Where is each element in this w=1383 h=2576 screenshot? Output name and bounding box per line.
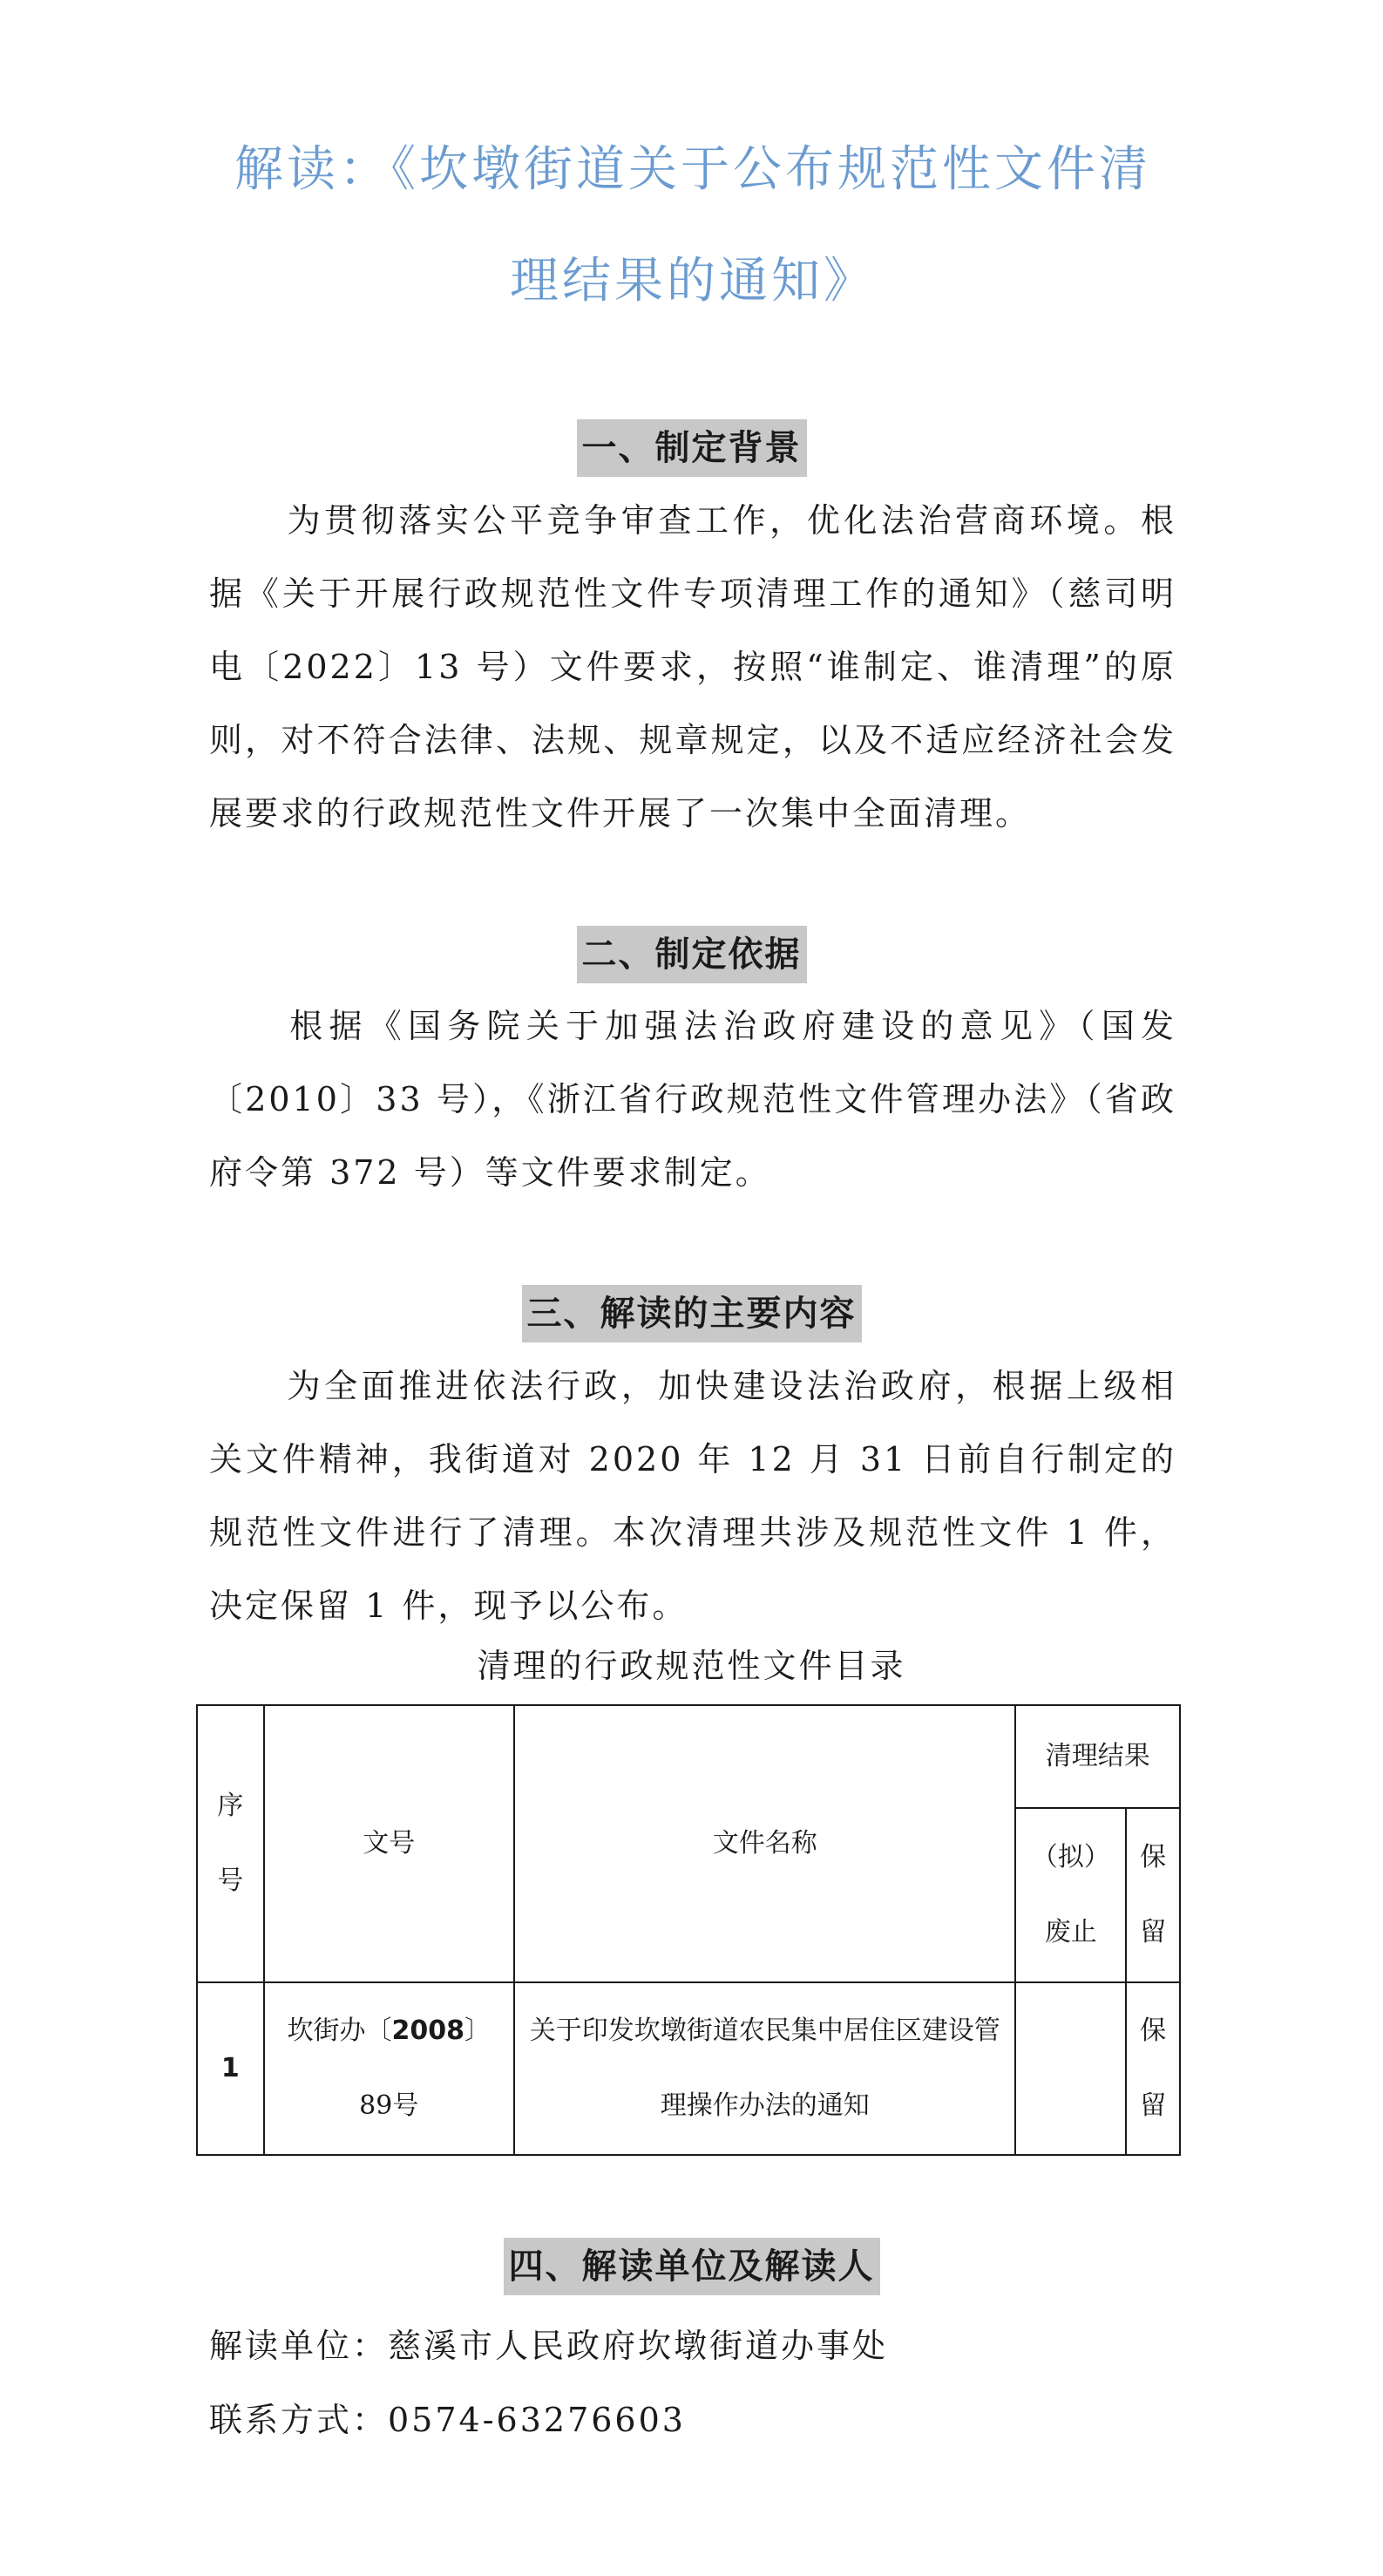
table-header-row xyxy=(197,1705,1180,1808)
row-seq: 1 xyxy=(197,1982,264,2155)
section-paragraph-content xyxy=(209,1349,1176,1642)
table-row xyxy=(197,1982,1180,2155)
document-title-line-1: 解读：《坎墩街道关于公布规范性文件清 xyxy=(234,141,1151,198)
section-heading-text: 一、制定背景 xyxy=(577,419,807,477)
paragraph-text: 为全面推进依法行政，加快建设法治政府，根据上级相关文件精神，我街道对 2020 年 12 月 31 日前自行制定的规范性文件进行了清理。本次清理共涉及规范性文件 1 件，决定保留 1 件，现予以公布。 xyxy=(209,1367,1176,1625)
header-keep: 保留 xyxy=(1126,1808,1180,1982)
paragraph-text: 根据《国务院关于加强法治政府建设的意见》（国发〔2010〕33 号），《浙江省行政规范性文件管理办法》（省政府令第 372 号）等文件要求制定。 xyxy=(209,1007,1176,1192)
section-heading-text: 三、解读的主要内容 xyxy=(522,1285,862,1342)
doc-number-year: 2008 xyxy=(391,2015,465,2046)
paragraph-text: 为贯彻落实公平竞争审查工作，优化法治营商环境。根据《关于开展行政规范性文件专项清理工作的通知》（慈司明电〔2022〕13 号）文件要求，按照“谁制定、谁清理”的原则，对不符合法律、法规、规章规定，以及不适应经济社会发展要求的行政规范性文件开展了一次集中全面清理。 xyxy=(209,501,1176,833)
header-result: 清理结果 xyxy=(1015,1705,1180,1808)
table-caption: 清理的行政规范性文件目录 xyxy=(477,1647,906,1685)
row-keep: 保留 xyxy=(1126,1982,1180,2155)
header-abolish: （拟）废止 xyxy=(1015,1808,1126,1982)
row-doc-number xyxy=(264,1982,515,2155)
section-heading-basis xyxy=(0,927,1383,976)
header-doc-name: 文件名称 xyxy=(514,1705,1015,1982)
header-doc-number: 文号 xyxy=(264,1705,515,1982)
section-heading-text: 二、制定依据 xyxy=(577,926,807,983)
section-paragraph-background xyxy=(209,484,1176,850)
section-heading-content xyxy=(0,1286,1383,1336)
doc-number-suffix: 〕89号 xyxy=(359,2015,492,2121)
section-paragraph-basis xyxy=(209,989,1176,1209)
document-directory-table xyxy=(196,1704,1181,2156)
contact-unit: 解读单位：慈溪市人民政府坎墩街道办事处 xyxy=(209,2327,889,2365)
row-doc-name: 关于印发坎墩街道农民集中居住区建设管理操作办法的通知 xyxy=(514,1982,1015,2155)
row-abolish xyxy=(1015,1982,1126,2155)
section-heading-contact xyxy=(0,2239,1383,2288)
header-seq: 序号 xyxy=(197,1705,264,1982)
document-title-line-2: 理结果的通知》 xyxy=(510,253,876,309)
doc-number-prefix: 坎街办〔 xyxy=(287,2015,392,2046)
section-heading-text: 四、解读单位及解读人 xyxy=(504,2238,880,2295)
contact-phone: 联系方式：0574-63276603 xyxy=(209,2401,686,2439)
section-heading-background xyxy=(0,420,1383,470)
